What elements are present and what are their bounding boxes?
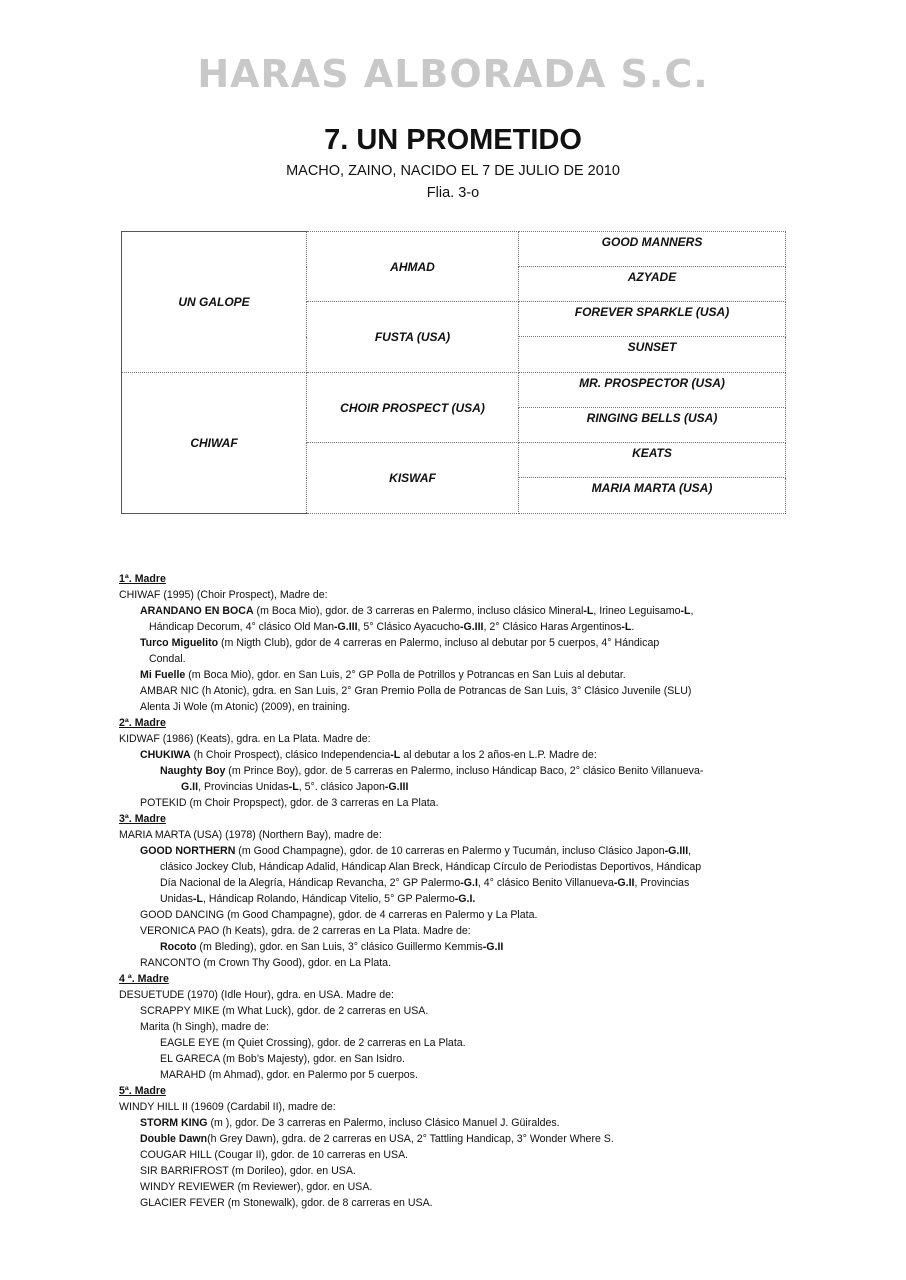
produce-line: POTEKID (m Choir Propspect), gdor. de 3 carreras en La Plata. bbox=[140, 797, 439, 809]
produce-line: MARAHD (m Ahmad), gdor. en Palermo por 5 cuerpos. bbox=[160, 1069, 418, 1081]
pedigree-sire-dam: FUSTA (USA) bbox=[307, 302, 519, 373]
stud-name: HARAS ALBORADA S.C. bbox=[197, 52, 709, 96]
produce-line: SIR BARRIFROST (m Dorileo), gdor. en USA. bbox=[140, 1165, 356, 1177]
dam-entry: WINDY HILL II (19609 (Cardabil II), madre de: bbox=[119, 1101, 336, 1113]
section-heading: 1ª. Madre bbox=[119, 573, 166, 585]
pedigree-dam-dam: KISWAF bbox=[307, 443, 519, 514]
section-heading: 5ª. Madre bbox=[119, 1085, 166, 1097]
pedigree-ggp-6: RINGING BELLS (USA) bbox=[519, 408, 786, 443]
pedigree-ggp-2: AZYADE bbox=[519, 267, 786, 302]
family-notes bbox=[119, 571, 799, 1211]
produce-line: RANCONTO (m Crown Thy Good), gdor. en La Plata. bbox=[140, 957, 392, 969]
produce-line: VERONICA PAO (h Keats), gdra. de 2 carreras en La Plata. Madre de: bbox=[140, 925, 471, 937]
pedigree-ggp-5: MR. PROSPECTOR (USA) bbox=[519, 373, 786, 408]
produce-line-cont: Día Nacional de la Alegría, Hándicap Revancha, 2° GP Palermo-G.I, 4° clásico Benito Villanueva-G.II, Provincias bbox=[160, 877, 690, 889]
pedigree-ggp-8: MARIA MARTA (USA) bbox=[519, 478, 786, 514]
pedigree-ggp-4: SUNSET bbox=[519, 337, 786, 373]
section-heading: 2ª. Madre bbox=[119, 717, 166, 729]
produce-line: Marita (h Singh), madre de: bbox=[140, 1021, 269, 1033]
pedigree-dam: CHIWAF bbox=[122, 373, 307, 514]
produce-line-cont: Condal. bbox=[149, 653, 186, 665]
section-heading: 4 ª. Madre bbox=[119, 973, 169, 985]
page-title: 7. UN PROMETIDO bbox=[324, 124, 582, 156]
pedigree-ggp-1: GOOD MANNERS bbox=[519, 232, 786, 267]
dam-entry: KIDWAF (1986) (Keats), gdra. en La Plata. Madre de: bbox=[119, 733, 371, 745]
produce-line: CHUKIWA (h Choir Prospect), clásico Independencia-L al debutar a los 2 años-en L.P. Madre de: bbox=[140, 749, 597, 761]
produce-line: EAGLE EYE (m Quiet Crossing), gdor. de 2 carreras en La Plata. bbox=[160, 1037, 466, 1049]
produce-line: Turco Miguelito (m Nigth Club), gdor de 4 carreras en Palermo, incluso al debutar por 5 cuerpos, 4° Hándicap bbox=[140, 637, 660, 649]
produce-line: Mi Fuelle (m Boca Mio), gdor. en San Luis, 2° GP Polla de Potrillos y Potrancas en San Luis al debutar. bbox=[140, 669, 626, 681]
produce-line-cont: Unidas-L, Hándicap Rolando, Hándicap Vitelio, 5° GP Palermo-G.I. bbox=[160, 893, 476, 905]
produce-line: COUGAR HILL (Cougar II), gdor. de 10 carreras en USA. bbox=[140, 1149, 409, 1161]
horse-description: MACHO, ZAINO, NACIDO EL 7 DE JULIO DE 2010 bbox=[286, 163, 620, 179]
pedigree-ggp-7: KEATS bbox=[519, 443, 786, 478]
family-number: Flia. 3-o bbox=[426, 185, 480, 201]
produce-line: WINDY REVIEWER (m Reviewer), gdor. en USA. bbox=[140, 1181, 373, 1193]
produce-line: ARANDANO EN BOCA (m Boca Mio), gdor. de 3 carreras en Palermo, incluso clásico Mineral-L, Irineo Leguisamo-L, bbox=[140, 605, 694, 617]
pedigree-ggp-3: FOREVER SPARKLE (USA) bbox=[519, 302, 786, 337]
produce-line: GOOD DANCING (m Good Champagne), gdor. de 4 carreras en Palermo y La Plata. bbox=[140, 909, 538, 921]
produce-line: EL GARECA (m Bob’s Majesty), gdor. en San Isidro. bbox=[160, 1053, 405, 1065]
dam-entry: CHIWAF (1995) (Choir Prospect), Madre de: bbox=[119, 589, 328, 601]
produce-line: AMBAR NIC (h Atonic), gdra. en San Luis, 2° Gran Premio Polla de Potrancas de San Luis, 3° Clásico Juvenile (SLU) bbox=[140, 685, 692, 697]
produce-line: Rocoto (m Bleding), gdor. en San Luis, 3° clásico Guillermo Kemmis-G.II bbox=[160, 941, 504, 953]
produce-line: SCRAPPY MIKE (m What Luck), gdor. de 2 carreras en USA. bbox=[140, 1005, 429, 1017]
pedigree-table bbox=[121, 231, 786, 514]
produce-line-cont: Hándicap Decorum, 4° clásico Old Man-G.III, 5° Clásico Ayacucho-G.III, 2° Clásico Haras Argentinos-L. bbox=[149, 621, 635, 633]
pedigree-sire: UN GALOPE bbox=[122, 232, 307, 373]
produce-line: STORM KING (m ), gdor. De 3 carreras en Palermo, incluso Clásico Manuel J. Güiraldes. bbox=[140, 1117, 560, 1129]
produce-line: GLACIER FEVER (m Stonewalk), gdor. de 8 carreras en USA. bbox=[140, 1197, 433, 1209]
pedigree-dam-sire: CHOIR PROSPECT (USA) bbox=[307, 373, 519, 443]
produce-line-cont: clásico Jockey Club, Hándicap Adalid, Hándicap Alan Breck, Hándicap Círculo de Periodistas Deportivos, Hándicap bbox=[160, 861, 702, 873]
dam-entry: MARIA MARTA (USA) (1978) (Northern Bay), madre de: bbox=[119, 829, 382, 841]
produce-line: Naughty Boy (m Prince Boy), gdor. de 5 carreras en Palermo, incluso Hándicap Baco, 2° clásico Benito Villanueva- bbox=[160, 765, 704, 777]
produce-line: Double Dawn(h Grey Dawn), gdra. de 2 carreras en USA, 2° Tattling Handicap, 3° Wonder Where S. bbox=[140, 1133, 614, 1145]
produce-line: GOOD NORTHERN (m Good Champagne), gdor. de 10 carreras en Palermo y Tucumán, incluso Clásico Japon-G.III, bbox=[140, 845, 692, 857]
produce-line: Alenta Ji Wole (m Atonic) (2009), en training. bbox=[140, 701, 351, 713]
pedigree-sire-sire: AHMAD bbox=[307, 232, 519, 302]
dam-entry: DESUETUDE (1970) (Idle Hour), gdra. en USA. Madre de: bbox=[119, 989, 394, 1001]
produce-line-cont: G.II, Provincias Unidas-L, 5°. clásico Japon-G.III bbox=[181, 781, 409, 793]
section-heading: 3ª. Madre bbox=[119, 813, 166, 825]
